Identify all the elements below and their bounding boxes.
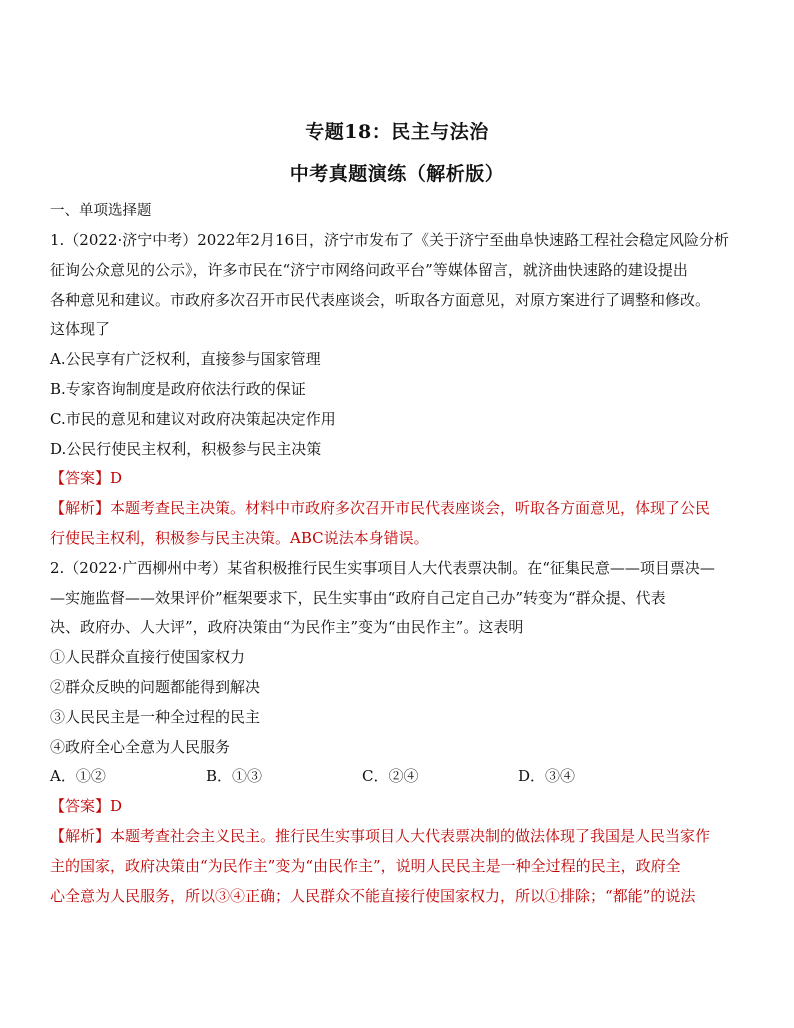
q2-analysis-line: 心全意为人民服务，所以③④正确；人民群众不能直接行使国家权力，所以①排除；“都能”的说法	[50, 886, 696, 905]
q1-option-b: B.专家咨询制度是政府依法行政的保证	[50, 379, 306, 398]
q2-choice-c: C．②④	[362, 767, 419, 786]
q2-choice-b: B．①③	[206, 767, 263, 786]
q1-stem-line: 各种意见和建议。市政府多次召开市民代表座谈会，听取各方面意见，对原方案进行了调整和修改。	[50, 290, 711, 309]
q2-choices	[50, 762, 750, 792]
q2-choice-d: D．③④	[518, 767, 576, 786]
q2-statement-3: ③人民民主是一种全过程的民主	[50, 707, 261, 726]
document-subtitle: 中考真题演练（解析版）	[289, 163, 505, 185]
q1-answer: 【答案】D	[50, 469, 123, 488]
question-body	[50, 226, 750, 911]
q2-stem-line: 2.（2022·广西柳州中考）某省积极推行民生实事项目人大代表票决制。在“征集民意——项目票决—	[50, 558, 715, 577]
q2-analysis-line: 主的国家，政府决策由“为民作主”变为“由民作主”，说明人民民主是一种全过程的民主，政府全	[50, 856, 681, 875]
q2-analysis-line: 【解析】本题考查社会主义民主。推行民生实事项目人大代表票决制的做法体现了我国是人民当家作	[50, 826, 711, 845]
q2-stem-line: —实施监督——效果评价”框架要求下，民生实事由“政府自己定自己办”转变为“群众提、代表	[50, 588, 666, 607]
q1-option-d: D.公民行使民主权利，积极参与民主决策	[50, 439, 322, 458]
q1-stem-line: 1.（2022·济宁中考）2022年2月16日，济宁市发布了《关于济宁至曲阜快速路工程社会稳定风险分析	[50, 231, 730, 249]
q2-statement-2: ②群众反映的问题都能得到解决	[50, 677, 261, 696]
q1-analysis-line: 【解析】本题考查民主决策。材料中市政府多次召开市民代表座谈会，听取各方面意见，体现了公民	[50, 499, 711, 518]
q1-stem-line: 征询公众意见的公示》，许多市民在“济宁市网络问政平台”等媒体留言，就济曲快速路的建设提出	[50, 260, 688, 279]
q2-statement-4: ④政府全心全意为人民服务	[50, 737, 231, 756]
q2-answer: 【答案】D	[50, 797, 123, 816]
q2-statement-1: ①人民群众直接行使国家权力	[50, 648, 246, 667]
q1-stem-line: 这体现了	[50, 320, 111, 339]
q1-option-a: A.公民享有广泛权利，直接参与国家管理	[50, 350, 321, 369]
q2-stem-line: 决、政府办、人大评”，政府决策由“为民作主”变为“由民作主”。这表明	[50, 618, 524, 637]
q2-choice-a: A．①②	[50, 767, 106, 786]
q1-analysis-line: 行使民主权利，积极参与民主决策。ABC说法本身错误。	[50, 528, 429, 547]
document-title: 专题18：民主与法治	[305, 121, 489, 143]
q1-option-c: C.市民的意见和建议对政府决策起决定作用	[50, 409, 336, 428]
section-heading: 一、单项选择题	[50, 203, 152, 219]
